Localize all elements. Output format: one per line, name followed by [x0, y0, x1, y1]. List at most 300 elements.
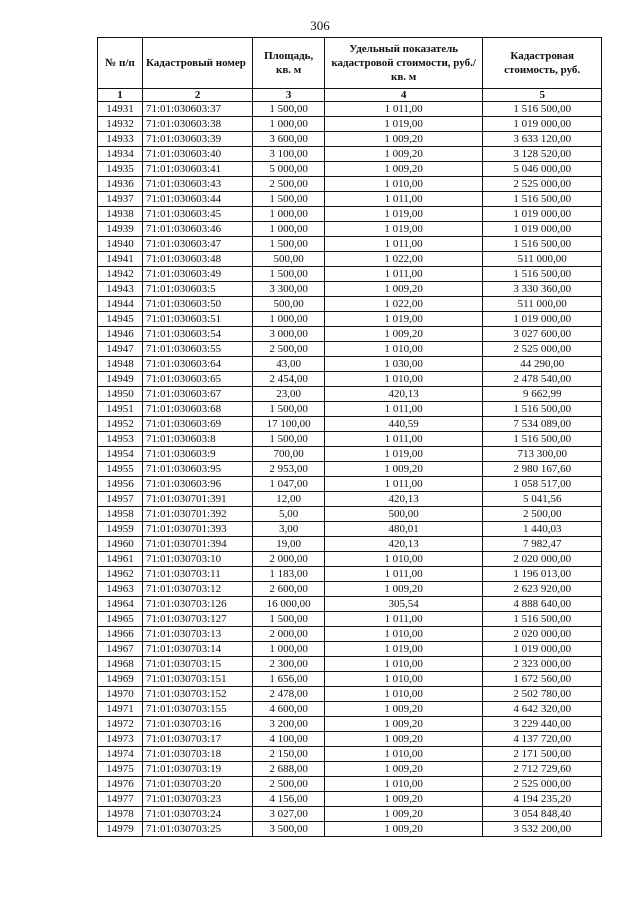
cadastral-number-cell: 71:01:030703:18	[142, 747, 252, 762]
table-row	[98, 612, 602, 627]
cadastral-number-cell: 71:01:030603:51	[142, 312, 252, 327]
table-row	[98, 102, 602, 117]
table-row	[98, 822, 602, 837]
cadastral-number-cell: 71:01:030603:65	[142, 372, 252, 387]
row-number-cell: 14973	[98, 732, 143, 747]
cadastral-number-cell: 71:01:030703:25	[142, 822, 252, 837]
unit-value-cell: 1 010,00	[324, 552, 482, 567]
row-number-cell: 14946	[98, 327, 143, 342]
row-number-cell: 14939	[98, 222, 143, 237]
table-row	[98, 357, 602, 372]
area-cell: 1 183,00	[253, 567, 325, 582]
area-cell: 3 300,00	[253, 282, 325, 297]
row-number-cell: 14975	[98, 762, 143, 777]
cadastral-number-cell: 71:01:030703:17	[142, 732, 252, 747]
table-row	[98, 327, 602, 342]
table-row	[98, 717, 602, 732]
cadastral-number-cell: 71:01:030603:48	[142, 252, 252, 267]
cadastral-value-cell: 2 020 000,00	[483, 627, 602, 642]
unit-value-cell: 1 019,00	[324, 222, 482, 237]
cadastral-value-cell: 2 502 780,00	[483, 687, 602, 702]
cadastral-number-cell: 71:01:030603:8	[142, 432, 252, 447]
cadastral-value-cell: 2 500,00	[483, 507, 602, 522]
cadastral-value-cell: 5 041,56	[483, 492, 602, 507]
cadastral-number-cell: 71:01:030703:14	[142, 642, 252, 657]
table-header-row	[98, 38, 602, 89]
cadastral-number-cell: 71:01:030703:127	[142, 612, 252, 627]
area-cell: 3 000,00	[253, 327, 325, 342]
cadastral-value-cell: 1 019 000,00	[483, 117, 602, 132]
table-row	[98, 777, 602, 792]
unit-value-cell: 420,13	[324, 492, 482, 507]
unit-value-cell: 500,00	[324, 507, 482, 522]
cadastral-value-cell: 2 525 000,00	[483, 342, 602, 357]
cadastral-value-cell: 5 046 000,00	[483, 162, 602, 177]
table-row	[98, 477, 602, 492]
row-number-cell: 14979	[98, 822, 143, 837]
row-number-cell: 14931	[98, 102, 143, 117]
unit-value-cell: 1 009,20	[324, 792, 482, 807]
page-number: 306	[310, 18, 330, 33]
area-cell: 1 500,00	[253, 432, 325, 447]
unit-value-cell: 1 011,00	[324, 237, 482, 252]
unit-value-cell: 1 011,00	[324, 402, 482, 417]
unit-value-cell: 1 010,00	[324, 747, 482, 762]
table-row	[98, 462, 602, 477]
area-cell: 3 027,00	[253, 807, 325, 822]
row-number-cell: 14938	[98, 207, 143, 222]
unit-value-cell: 1 010,00	[324, 777, 482, 792]
cadastral-value-cell: 1 019 000,00	[483, 642, 602, 657]
table-row	[98, 672, 602, 687]
row-number-cell: 14971	[98, 702, 143, 717]
area-cell: 2 500,00	[253, 777, 325, 792]
table-row	[98, 147, 602, 162]
cadastral-value-cell: 7 534 089,00	[483, 417, 602, 432]
cadastral-value-cell: 3 128 520,00	[483, 147, 602, 162]
unit-value-cell: 440,59	[324, 417, 482, 432]
unit-value-cell: 1 011,00	[324, 612, 482, 627]
row-number-cell: 14974	[98, 747, 143, 762]
cadastral-number-cell: 71:01:030701:393	[142, 522, 252, 537]
cadastral-number-cell: 71:01:030603:38	[142, 117, 252, 132]
row-number-cell: 14945	[98, 312, 143, 327]
cadastral-number-cell: 71:01:030603:50	[142, 297, 252, 312]
cadastral-number-cell: 71:01:030703:15	[142, 657, 252, 672]
column-number: 2	[142, 89, 252, 102]
row-number-cell: 14972	[98, 717, 143, 732]
cadastral-number-cell: 71:01:030603:96	[142, 477, 252, 492]
table-row	[98, 567, 602, 582]
row-number-cell: 14960	[98, 537, 143, 552]
row-number-cell: 14954	[98, 447, 143, 462]
row-number-cell: 14932	[98, 117, 143, 132]
cadastral-value-cell: 1 058 517,00	[483, 477, 602, 492]
row-number-cell: 14940	[98, 237, 143, 252]
area-cell: 2 000,00	[253, 627, 325, 642]
cadastral-number-cell: 71:01:030703:20	[142, 777, 252, 792]
cadastral-value-cell: 1 019 000,00	[483, 312, 602, 327]
cadastral-value-cell: 2 525 000,00	[483, 777, 602, 792]
table-row	[98, 132, 602, 147]
cadastral-number-cell: 71:01:030603:55	[142, 342, 252, 357]
unit-value-cell: 1 010,00	[324, 177, 482, 192]
area-cell: 2 300,00	[253, 657, 325, 672]
unit-value-cell: 1 011,00	[324, 102, 482, 117]
cadastral-number-cell: 71:01:030703:11	[142, 567, 252, 582]
cadastral-value-cell: 1 440,03	[483, 522, 602, 537]
unit-value-cell: 1 011,00	[324, 432, 482, 447]
cadastral-number-cell: 71:01:030603:47	[142, 237, 252, 252]
unit-value-cell: 1 009,20	[324, 762, 482, 777]
row-number-cell: 14956	[98, 477, 143, 492]
area-cell: 1 656,00	[253, 672, 325, 687]
unit-value-cell: 305,54	[324, 597, 482, 612]
table-row	[98, 312, 602, 327]
area-cell: 23,00	[253, 387, 325, 402]
cadastral-number-cell: 71:01:030703:24	[142, 807, 252, 822]
table-row	[98, 252, 602, 267]
cadastral-number-cell: 71:01:030603:41	[142, 162, 252, 177]
unit-value-cell: 1 009,20	[324, 327, 482, 342]
cadastral-value-cell: 1 516 500,00	[483, 102, 602, 117]
area-cell: 4 600,00	[253, 702, 325, 717]
table-row	[98, 657, 602, 672]
column-number-row	[98, 89, 602, 102]
row-number-cell: 14963	[98, 582, 143, 597]
area-cell: 1 000,00	[253, 312, 325, 327]
row-number-cell: 14942	[98, 267, 143, 282]
table-row	[98, 582, 602, 597]
cadastral-value-cell: 2 171 500,00	[483, 747, 602, 762]
cadastral-number-cell: 71:01:030603:5	[142, 282, 252, 297]
unit-value-cell: 1 019,00	[324, 312, 482, 327]
cadastral-number-cell: 71:01:030703:152	[142, 687, 252, 702]
area-cell: 1 000,00	[253, 222, 325, 237]
area-cell: 4 156,00	[253, 792, 325, 807]
unit-value-cell: 1 010,00	[324, 627, 482, 642]
row-number-cell: 14951	[98, 402, 143, 417]
row-number-cell: 14967	[98, 642, 143, 657]
area-cell: 19,00	[253, 537, 325, 552]
area-cell: 1 500,00	[253, 267, 325, 282]
row-number-cell: 14977	[98, 792, 143, 807]
table-row	[98, 402, 602, 417]
cadastral-value-cell: 3 532 200,00	[483, 822, 602, 837]
area-cell: 1 000,00	[253, 642, 325, 657]
area-cell: 500,00	[253, 297, 325, 312]
area-cell: 5,00	[253, 507, 325, 522]
unit-value-cell: 1 009,20	[324, 147, 482, 162]
table-row	[98, 387, 602, 402]
cadastral-number-cell: 71:01:030603:64	[142, 357, 252, 372]
unit-value-cell: 1 009,20	[324, 732, 482, 747]
cadastral-value-cell: 1 516 500,00	[483, 402, 602, 417]
cadastral-value-cell: 3 229 440,00	[483, 717, 602, 732]
cadastral-number-cell: 71:01:030703:19	[142, 762, 252, 777]
table-row	[98, 207, 602, 222]
cadastral-value-cell: 1 019 000,00	[483, 207, 602, 222]
unit-value-cell: 1 010,00	[324, 342, 482, 357]
row-number-cell: 14953	[98, 432, 143, 447]
area-cell: 2 454,00	[253, 372, 325, 387]
area-cell: 1 500,00	[253, 402, 325, 417]
header-cadastral-value: Кадастровая стоимость, руб.	[483, 38, 602, 89]
unit-value-cell: 1 009,20	[324, 717, 482, 732]
cadastral-value-cell: 1 672 560,00	[483, 672, 602, 687]
table-row	[98, 792, 602, 807]
cadastral-number-cell: 71:01:030703:23	[142, 792, 252, 807]
table-row	[98, 522, 602, 537]
unit-value-cell: 1 011,00	[324, 192, 482, 207]
area-cell: 16 000,00	[253, 597, 325, 612]
header-unit-value: Удельный показатель кадастровой стоимости, руб./кв. м	[324, 38, 482, 89]
cadastral-number-cell: 71:01:030703:12	[142, 582, 252, 597]
area-cell: 1 500,00	[253, 612, 325, 627]
table-row	[98, 807, 602, 822]
column-number: 4	[324, 89, 482, 102]
cadastral-value-cell: 2 323 000,00	[483, 657, 602, 672]
cadastral-value-cell: 1 516 500,00	[483, 267, 602, 282]
area-cell: 1 000,00	[253, 207, 325, 222]
area-cell: 2 478,00	[253, 687, 325, 702]
unit-value-cell: 1 009,20	[324, 162, 482, 177]
cadastral-number-cell: 71:01:030703:13	[142, 627, 252, 642]
unit-value-cell: 1 019,00	[324, 207, 482, 222]
cadastral-number-cell: 71:01:030603:67	[142, 387, 252, 402]
unit-value-cell: 1 019,00	[324, 117, 482, 132]
column-number: 5	[483, 89, 602, 102]
table-row	[98, 552, 602, 567]
cadastral-number-cell: 71:01:030603:45	[142, 207, 252, 222]
column-number: 3	[253, 89, 325, 102]
row-number-cell: 14943	[98, 282, 143, 297]
unit-value-cell: 1 022,00	[324, 252, 482, 267]
cadastral-value-cell: 2 712 729,60	[483, 762, 602, 777]
table-row	[98, 447, 602, 462]
cadastral-number-cell: 71:01:030603:49	[142, 267, 252, 282]
table-row	[98, 492, 602, 507]
cadastral-value-cell: 7 982,47	[483, 537, 602, 552]
area-cell: 5 000,00	[253, 162, 325, 177]
unit-value-cell: 1 011,00	[324, 267, 482, 282]
cadastral-value-cell: 511 000,00	[483, 297, 602, 312]
area-cell: 2 953,00	[253, 462, 325, 477]
row-number-cell: 14955	[98, 462, 143, 477]
cadastral-number-cell: 71:01:030701:391	[142, 492, 252, 507]
area-cell: 500,00	[253, 252, 325, 267]
header-cadastral-number: Кадастровый номер	[142, 38, 252, 89]
table-row	[98, 747, 602, 762]
cadastral-number-cell: 71:01:030703:151	[142, 672, 252, 687]
area-cell: 3,00	[253, 522, 325, 537]
area-cell: 2 000,00	[253, 552, 325, 567]
header-row-number: № п/п	[98, 38, 143, 89]
unit-value-cell: 1 010,00	[324, 657, 482, 672]
row-number-cell: 14968	[98, 657, 143, 672]
table-row	[98, 177, 602, 192]
unit-value-cell: 1 009,20	[324, 822, 482, 837]
area-cell: 3 200,00	[253, 717, 325, 732]
cadastral-value-table	[97, 37, 602, 837]
cadastral-number-cell: 71:01:030603:46	[142, 222, 252, 237]
area-cell: 2 500,00	[253, 342, 325, 357]
row-number-cell: 14976	[98, 777, 143, 792]
unit-value-cell: 1 009,20	[324, 807, 482, 822]
cadastral-value-cell: 3 633 120,00	[483, 132, 602, 147]
table-row	[98, 162, 602, 177]
cadastral-value-cell: 2 020 000,00	[483, 552, 602, 567]
cadastral-value-cell: 2 525 000,00	[483, 177, 602, 192]
table-row	[98, 732, 602, 747]
cadastral-number-cell: 71:01:030701:392	[142, 507, 252, 522]
row-number-cell: 14944	[98, 297, 143, 312]
unit-value-cell: 1 010,00	[324, 372, 482, 387]
row-number-cell: 14950	[98, 387, 143, 402]
cadastral-value-cell: 1 516 500,00	[483, 192, 602, 207]
unit-value-cell: 1 011,00	[324, 567, 482, 582]
row-number-cell: 14965	[98, 612, 143, 627]
cadastral-value-cell: 3 330 360,00	[483, 282, 602, 297]
cadastral-value-cell: 3 027 600,00	[483, 327, 602, 342]
area-cell: 3 100,00	[253, 147, 325, 162]
area-cell: 1 500,00	[253, 237, 325, 252]
row-number-cell: 14959	[98, 522, 143, 537]
table-row	[98, 342, 602, 357]
cadastral-number-cell: 71:01:030603:39	[142, 132, 252, 147]
table-row	[98, 432, 602, 447]
row-number-cell: 14949	[98, 372, 143, 387]
cadastral-number-cell: 71:01:030701:394	[142, 537, 252, 552]
cadastral-value-cell: 2 980 167,60	[483, 462, 602, 477]
area-cell: 17 100,00	[253, 417, 325, 432]
area-cell: 700,00	[253, 447, 325, 462]
table-row	[98, 237, 602, 252]
cadastral-value-cell: 4 137 720,00	[483, 732, 602, 747]
unit-value-cell: 420,13	[324, 537, 482, 552]
row-number-cell: 14964	[98, 597, 143, 612]
cadastral-number-cell: 71:01:030603:54	[142, 327, 252, 342]
area-cell: 1 047,00	[253, 477, 325, 492]
table-row	[98, 507, 602, 522]
area-cell: 43,00	[253, 357, 325, 372]
cadastral-number-cell: 71:01:030603:43	[142, 177, 252, 192]
table-row	[98, 702, 602, 717]
row-number-cell: 14935	[98, 162, 143, 177]
table-row	[98, 192, 602, 207]
cadastral-value-cell: 713 300,00	[483, 447, 602, 462]
row-number-cell: 14952	[98, 417, 143, 432]
unit-value-cell: 1 009,20	[324, 462, 482, 477]
table-row	[98, 282, 602, 297]
row-number-cell: 14941	[98, 252, 143, 267]
row-number-cell: 14962	[98, 567, 143, 582]
area-cell: 3 600,00	[253, 132, 325, 147]
row-number-cell: 14948	[98, 357, 143, 372]
row-number-cell: 14969	[98, 672, 143, 687]
table-row	[98, 117, 602, 132]
unit-value-cell: 1 022,00	[324, 297, 482, 312]
unit-value-cell: 1 009,20	[324, 282, 482, 297]
table-body	[98, 102, 602, 837]
unit-value-cell: 420,13	[324, 387, 482, 402]
area-cell: 1 000,00	[253, 117, 325, 132]
cadastral-number-cell: 71:01:030703:10	[142, 552, 252, 567]
header-area: Площадь, кв. м	[253, 38, 325, 89]
row-number-cell: 14957	[98, 492, 143, 507]
column-number: 1	[98, 89, 143, 102]
cadastral-number-cell: 71:01:030603:95	[142, 462, 252, 477]
cadastral-value-cell: 4 888 640,00	[483, 597, 602, 612]
row-number-cell: 14934	[98, 147, 143, 162]
row-number-cell: 14978	[98, 807, 143, 822]
unit-value-cell: 1 019,00	[324, 642, 482, 657]
cadastral-number-cell: 71:01:030603:37	[142, 102, 252, 117]
row-number-cell: 14933	[98, 132, 143, 147]
unit-value-cell: 1 011,00	[324, 477, 482, 492]
table-row	[98, 372, 602, 387]
unit-value-cell: 1 019,00	[324, 447, 482, 462]
area-cell: 2 688,00	[253, 762, 325, 777]
cadastral-value-cell: 1 516 500,00	[483, 612, 602, 627]
area-cell: 2 150,00	[253, 747, 325, 762]
area-cell: 2 600,00	[253, 582, 325, 597]
table-row	[98, 762, 602, 777]
area-cell: 3 500,00	[253, 822, 325, 837]
cadastral-number-cell: 71:01:030603:9	[142, 447, 252, 462]
table-row	[98, 627, 602, 642]
table-row	[98, 267, 602, 282]
row-number-cell: 14961	[98, 552, 143, 567]
row-number-cell: 14937	[98, 192, 143, 207]
table-row	[98, 297, 602, 312]
cadastral-value-cell: 4 194 235,20	[483, 792, 602, 807]
cadastral-number-cell: 71:01:030603:68	[142, 402, 252, 417]
cadastral-value-cell: 9 662,99	[483, 387, 602, 402]
table-row	[98, 687, 602, 702]
cadastral-value-cell: 1 019 000,00	[483, 222, 602, 237]
area-cell: 1 500,00	[253, 192, 325, 207]
cadastral-value-cell: 4 642 320,00	[483, 702, 602, 717]
cadastral-value-cell: 2 623 920,00	[483, 582, 602, 597]
row-number-cell: 14966	[98, 627, 143, 642]
area-cell: 12,00	[253, 492, 325, 507]
cadastral-value-cell: 1 516 500,00	[483, 432, 602, 447]
area-cell: 1 500,00	[253, 102, 325, 117]
cadastral-number-cell: 71:01:030703:16	[142, 717, 252, 732]
cadastral-number-cell: 71:01:030603:69	[142, 417, 252, 432]
area-cell: 2 500,00	[253, 177, 325, 192]
row-number-cell: 14970	[98, 687, 143, 702]
unit-value-cell: 1 009,20	[324, 132, 482, 147]
cadastral-value-cell: 511 000,00	[483, 252, 602, 267]
unit-value-cell: 1 009,20	[324, 702, 482, 717]
cadastral-value-cell: 3 054 848,40	[483, 807, 602, 822]
cadastral-number-cell: 71:01:030703:155	[142, 702, 252, 717]
table-row	[98, 537, 602, 552]
unit-value-cell: 1 010,00	[324, 687, 482, 702]
row-number-cell: 14947	[98, 342, 143, 357]
cadastral-value-cell: 1 516 500,00	[483, 237, 602, 252]
cadastral-number-cell: 71:01:030703:126	[142, 597, 252, 612]
table-row	[98, 417, 602, 432]
table-row	[98, 642, 602, 657]
cadastral-value-cell: 2 478 540,00	[483, 372, 602, 387]
row-number-cell: 14936	[98, 177, 143, 192]
area-cell: 4 100,00	[253, 732, 325, 747]
cadastral-number-cell: 71:01:030603:40	[142, 147, 252, 162]
row-number-cell: 14958	[98, 507, 143, 522]
